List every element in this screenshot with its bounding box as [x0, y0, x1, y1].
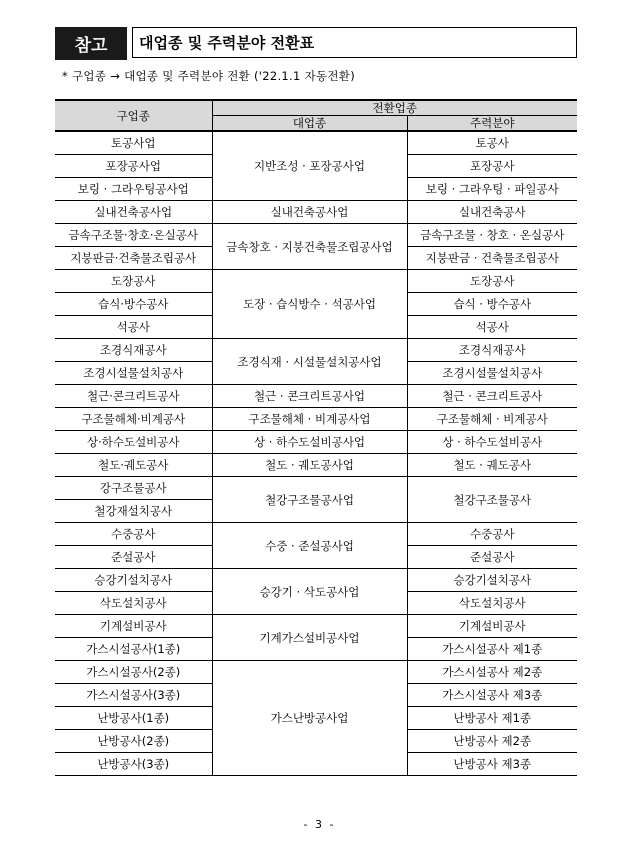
table-row — [55, 477, 577, 500]
main-field-cell: 준설공사 — [407, 546, 577, 569]
old-industry-cell: 조경시설물설치공사 — [83, 366, 184, 380]
old-industry-cell: 가스시설공사(1종) — [86, 642, 181, 656]
major-industry-cell: 철근 · 콘크리트공사업 — [212, 385, 407, 408]
old-industry-cell: 철도·궤도공사 — [98, 458, 169, 472]
table-row — [55, 131, 577, 155]
main-field-cell: 도장공사 — [407, 270, 577, 293]
old-industry-cell: 가스시설공사(3종) — [86, 688, 181, 702]
major-industry-cell: 수중 · 준설공사업 — [212, 523, 407, 569]
main-field-cell: 지붕판금 · 건축물조립공사 — [407, 247, 577, 270]
old-industry-cell: 난방공사(2종) — [97, 734, 170, 748]
major-industry-cell: 철도 · 궤도공사업 — [212, 454, 407, 477]
major-industry-cell: 철강구조물공사업 — [212, 477, 407, 523]
main-field-cell: 보링 · 그라우팅 · 파일공사 — [407, 178, 577, 201]
table-body — [55, 131, 577, 776]
major-industry-cell: 도장 · 습식방수 · 석공사업 — [212, 270, 407, 339]
old-industry-cell: 난방공사(1종) — [97, 711, 170, 725]
major-industry-cell: 구조물해체 · 비계공사업 — [212, 408, 407, 431]
main-field-cell: 철강구조물공사 — [407, 477, 577, 523]
main-field-cell: 가스시설공사 제1종 — [407, 638, 577, 661]
main-field-cell: 가스시설공사 제2종 — [407, 661, 577, 684]
old-industry-cell: 난방공사(3종) — [97, 757, 170, 771]
main-field-cell: 난방공사 제2종 — [407, 730, 577, 753]
main-field-cell: 석공사 — [407, 316, 577, 339]
table-row — [55, 431, 577, 454]
old-industry-cell: 강구조물공사 — [99, 481, 167, 495]
reference-badge: 참고 — [55, 27, 127, 60]
old-industry-cell: 승강기설치공사 — [94, 573, 173, 587]
header-major-industry: 대업종 — [212, 116, 407, 132]
old-industry-cell: 삭도설치공사 — [99, 596, 167, 610]
old-industry-cell: 도장공사 — [111, 274, 156, 288]
main-field-cell: 가스시설공사 제3종 — [407, 684, 577, 707]
major-industry-cell: 상 · 하수도설비공사업 — [212, 431, 407, 454]
old-industry-cell: 보링 · 그라우팅공사업 — [77, 182, 189, 196]
old-industry-cell: 석공사 — [116, 320, 150, 334]
major-industry-cell: 가스난방공사업 — [212, 661, 407, 776]
table-row — [55, 523, 577, 546]
main-field-cell: 실내건축공사 — [407, 201, 577, 224]
table-row — [55, 615, 577, 638]
main-field-cell: 토공사 — [407, 131, 577, 155]
main-field-cell: 구조물해체 · 비계공사 — [407, 408, 577, 431]
main-field-cell: 기계설비공사 — [407, 615, 577, 638]
header-converted-industry: 전환업종 — [212, 100, 577, 116]
old-industry-cell: 기계설비공사 — [99, 619, 167, 633]
main-field-cell: 난방공사 제1종 — [407, 707, 577, 730]
table-row — [55, 408, 577, 431]
old-industry-cell: 토공사업 — [111, 136, 156, 150]
main-field-cell: 수중공사 — [407, 523, 577, 546]
document-header — [55, 27, 577, 60]
header-old-industry: 구업종 — [55, 100, 212, 131]
old-industry-cell: 철근·콘크리트공사 — [86, 389, 180, 403]
old-industry-cell: 지붕판금·건축물조립공사 — [70, 251, 197, 265]
major-industry-cell: 지반조성 · 포장공사업 — [212, 131, 407, 201]
conversion-table — [55, 99, 577, 776]
main-field-cell: 난방공사 제3종 — [407, 753, 577, 776]
major-industry-cell: 승강기 · 삭도공사업 — [212, 569, 407, 615]
conversion-note: * 구업종 → 대업종 및 주력분야 전환 ('22.1.1 자동전환) — [62, 69, 355, 83]
table-row — [55, 385, 577, 408]
old-industry-cell: 포장공사업 — [105, 159, 162, 173]
main-field-cell: 금속구조물 · 창호 · 온실공사 — [407, 224, 577, 247]
main-field-cell: 철도 · 궤도공사 — [407, 454, 577, 477]
main-field-cell: 습식 · 방수공사 — [407, 293, 577, 316]
table-row — [55, 224, 577, 247]
table-row — [55, 339, 577, 362]
old-industry-cell: 실내건축공사업 — [94, 205, 173, 219]
main-field-cell: 승강기설치공사 — [407, 569, 577, 592]
table-row — [55, 569, 577, 592]
old-industry-cell: 가스시설공사(2종) — [86, 665, 181, 679]
table-row — [55, 201, 577, 224]
main-field-cell: 포장공사 — [407, 155, 577, 178]
main-field-cell: 철근 · 콘크리트공사 — [407, 385, 577, 408]
table-row — [55, 661, 577, 684]
major-industry-cell: 금속창호 · 지붕건축물조립공사업 — [212, 224, 407, 270]
old-industry-cell: 습식·방수공사 — [98, 297, 169, 311]
table-row — [55, 454, 577, 477]
header-main-field: 주력분야 — [407, 116, 577, 132]
old-industry-cell: 금속구조물·창호·온실공사 — [68, 228, 198, 242]
page-title: 대업종 및 주력분야 전환표 — [132, 27, 577, 58]
old-industry-cell: 조경식재공사 — [99, 343, 167, 357]
page-number: - 3 - — [303, 818, 336, 831]
main-field-cell: 삭도설치공사 — [407, 592, 577, 615]
old-industry-cell: 철강재설치공사 — [94, 504, 173, 518]
old-industry-cell: 수중공사 — [111, 527, 156, 541]
major-industry-cell: 조경식재 · 시설물설치공사업 — [212, 339, 407, 385]
main-field-cell: 상 · 하수도설비공사 — [407, 431, 577, 454]
old-industry-cell: 구조물해체·비계공사 — [81, 412, 186, 426]
main-field-cell: 조경시설물설치공사 — [407, 362, 577, 385]
main-field-cell: 조경식재공사 — [407, 339, 577, 362]
old-industry-cell: 준설공사 — [111, 550, 156, 564]
major-industry-cell: 실내건축공사업 — [212, 201, 407, 224]
old-industry-cell: 상·하수도설비공사 — [86, 435, 180, 449]
major-industry-cell: 기계가스설비공사업 — [212, 615, 407, 661]
table-row — [55, 270, 577, 293]
